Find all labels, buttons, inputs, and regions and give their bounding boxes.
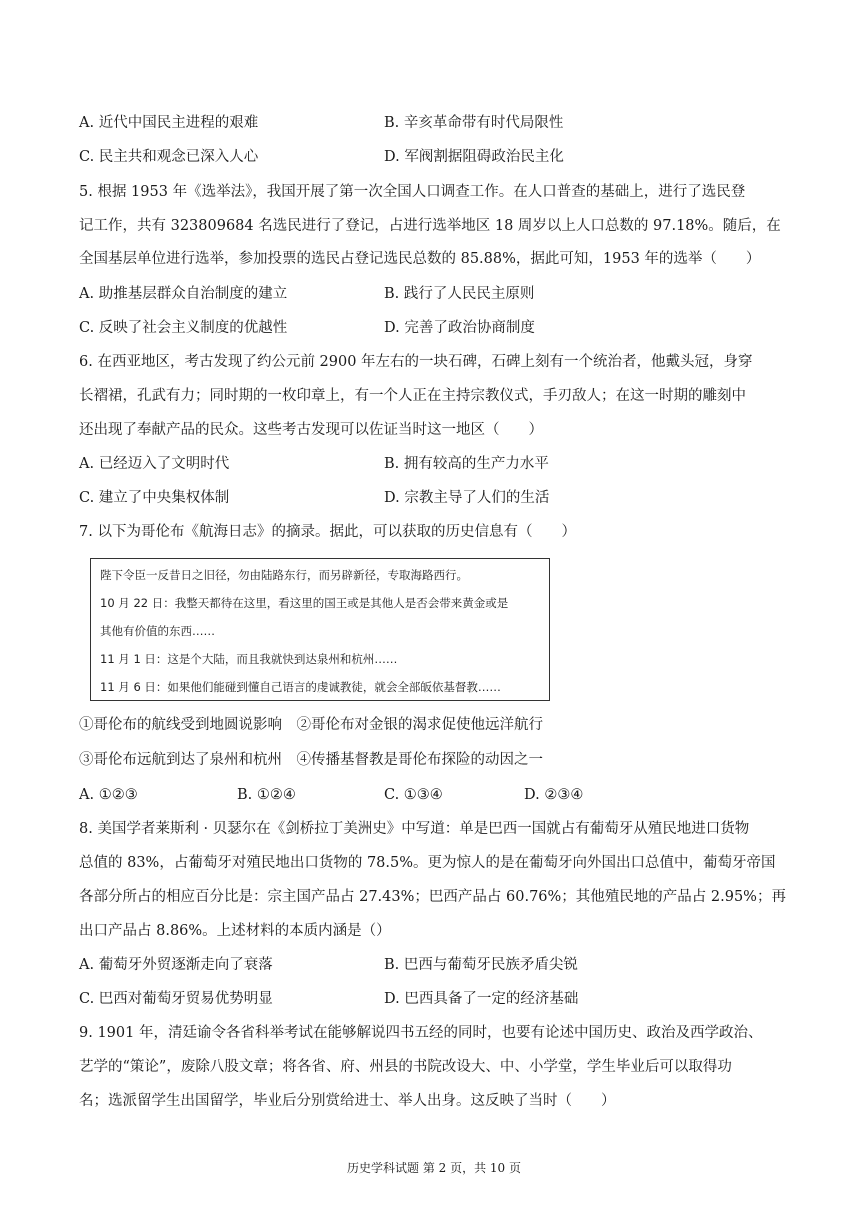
q6-option-c: C. 建立了中央集权体制 xyxy=(79,490,230,506)
q4-option-c: C. 民主共和观念已深入人心 xyxy=(79,149,259,165)
q7-quote-line: 11 月 1 日：这是个大陆，而且我就快到达泉州和杭州…… xyxy=(100,652,398,666)
q8-option-b: B. 巴西与葡萄牙民族矛盾尖锐 xyxy=(384,957,578,973)
q7-option-b: B. ①②④ xyxy=(237,787,296,803)
q5-option-b: B. 践行了人民民主原则 xyxy=(384,286,535,302)
q7-option-c: C. ①③④ xyxy=(384,787,443,803)
q8-option-d: D. 巴西具备了一定的经济基础 xyxy=(384,991,579,1007)
q4-option-a: A. 近代中国民主进程的艰难 xyxy=(79,115,259,131)
q5-stem-line: 记工作，共有 323809684 名选民进行了登记，占进行选举地区 18 周岁以上人口总数的 97.18%。随后，在 xyxy=(79,218,781,234)
q7-quote-line: 陛下令臣一反昔日之旧径，勿由陆路东行，而另辟新径，专取海路西行。 xyxy=(100,568,468,582)
q8-option-c: C. 巴西对葡萄牙贸易优势明显 xyxy=(79,991,273,1007)
q5-stem-line: 5. 根据 1953 年《选举法》，我国开展了第一次全国人口调查工作。在人口普查的基础上，进行了选民登 xyxy=(79,184,746,200)
q5-option-c: C. 反映了社会主义制度的优越性 xyxy=(79,320,288,336)
q8-stem-line: 各部分所占的相应百分比是：宗主国产品占 27.43%；巴西产品占 60.76%；其他殖民地的产品占 2.95%；再 xyxy=(79,889,786,905)
q7-item-line: ①哥伦布的航线受到地圆说影响 ②哥伦布对金银的渴求促使他远洋航行 xyxy=(79,717,543,733)
q6-option-d: D. 宗教主导了人们的生活 xyxy=(384,490,550,506)
q8-stem-line: 8. 美国学者莱斯利 · 贝瑟尔在《剑桥拉丁美洲史》中写道：单是巴西一国就占有葡萄牙从殖民地进口货物 xyxy=(79,821,750,837)
q8-stem-line: 总值的 83%，占葡萄牙对殖民地出口货物的 78.5%。更为惊人的是在葡萄牙向外国出口总值中，葡萄牙帝国 xyxy=(79,855,776,871)
q6-stem-line: 6. 在西亚地区，考古发现了约公元前 2900 年左右的一块石碑，石碑上刻有一个统治者，他戴头冠，身穿 xyxy=(79,354,753,370)
q6-option-a: A. 已经迈入了文明时代 xyxy=(79,456,230,472)
q6-stem-line: 还出现了奉献产品的民众。这些考古发现可以佐证当时这一地区（ ） xyxy=(79,422,543,438)
q9-stem-line: 9. 1901 年，清廷谕令各省科举考试在能够解说四书五经的同时，也要有论述中国历史、政治及西学政治、 xyxy=(79,1025,763,1041)
q9-stem-line: 名；选派留学生出国留学，毕业后分别赏给进士、举人出身。这反映了当时（ ） xyxy=(79,1093,616,1109)
page-footer: 历史学科试题 第 2 页，共 10 页 xyxy=(347,1161,521,1175)
q6-stem-line: 长褶裙，孔武有力；同时期的一枚印章上，有一个人正在主持宗教仪式，手刃敌人；在这一时期的雕刻中 xyxy=(79,388,746,404)
q7-quote-box xyxy=(90,558,550,701)
q6-option-b: B. 拥有较高的生产力水平 xyxy=(384,456,549,472)
q4-option-d: D. 军阀割据阻碍政治民主化 xyxy=(384,149,564,165)
q5-option-a: A. 助推基层群众自治制度的建立 xyxy=(79,286,288,302)
q4-option-b: B. 辛亥革命带有时代局限性 xyxy=(384,115,564,131)
q7-item-line: ③哥伦布远航到达了泉州和杭州 ④传播基督教是哥伦布探险的动因之一 xyxy=(79,752,543,768)
q8-stem-line: 出口产品占 8.86%。上述材料的本质内涵是（） xyxy=(79,923,391,939)
q8-option-a: A. 葡萄牙外贸逐渐走向了衰落 xyxy=(79,957,273,973)
q7-quote-line: 其他有价值的东西…… xyxy=(100,624,215,638)
q7-quote-line: 11 月 6 日：如果他们能碰到懂自己语言的虔诚教徒，就会全部皈依基督教…… xyxy=(100,680,501,694)
q7-option-d: D. ②③④ xyxy=(524,787,584,803)
q9-stem-line: 艺学的“策论”，废除八股文章；将各省、府、州县的书院改设大、中、小学堂，学生毕业后可以取得功 xyxy=(79,1059,732,1075)
q7-quote-line: 10 月 22 日：我整天都待在这里，看这里的国王或是其他人是否会带来黄金或是 xyxy=(100,596,509,610)
q7-stem: 7. 以下为哥伦布《航海日志》的摘录。据此，可以获取的历史信息有（ ） xyxy=(79,524,576,540)
q7-option-a: A. ①②③ xyxy=(79,787,138,803)
q5-stem-line: 全国基层单位进行选举，参加投票的选民占登记选民总数的 85.88%，据此可知，1953 年的选举（ ） xyxy=(79,251,761,267)
q5-option-d: D. 完善了政治协商制度 xyxy=(384,320,535,336)
